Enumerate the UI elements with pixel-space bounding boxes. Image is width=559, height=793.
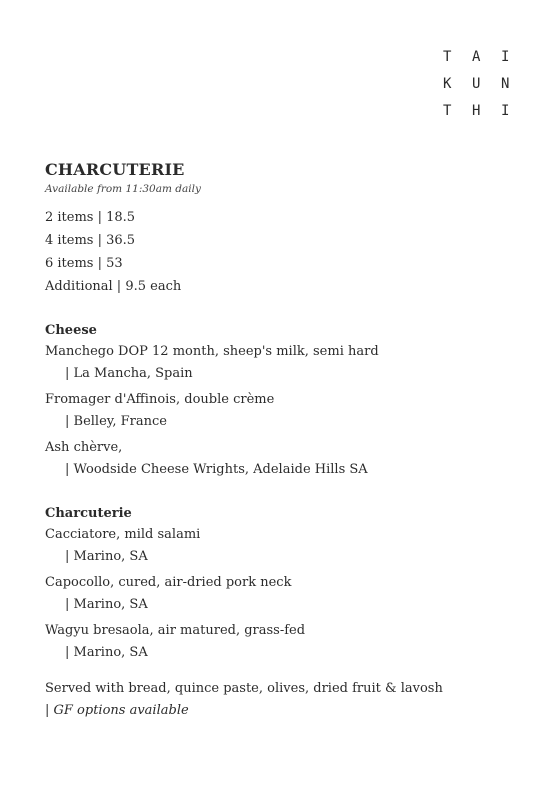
- item-origin: | La Mancha, Spain: [65, 366, 193, 381]
- logo-letter: K: [443, 76, 452, 92]
- price-list: [45, 206, 525, 298]
- served-with-text: Served with bread, quince paste, olives, dried fruit & lavosh: [45, 681, 443, 696]
- logo-letter: U: [472, 76, 481, 92]
- item-name: Manchego DOP 12 month, sheep's milk, semi hard: [45, 344, 379, 359]
- logo-letter: H: [472, 103, 481, 119]
- charcuterie-list: [45, 524, 525, 664]
- menu-item: [45, 389, 525, 433]
- item-name: Capocollo, cured, air-dried pork neck: [45, 575, 292, 590]
- logo-letter: N: [501, 76, 510, 92]
- item-name: Fromager d'Affinois, double crème: [45, 392, 275, 407]
- gf-note: [45, 700, 525, 722]
- logo-letter: T: [443, 103, 452, 119]
- item-name: Cacciatore, mild salami: [45, 527, 201, 542]
- menu-item: [45, 341, 525, 385]
- gf-options-text: GF options available: [53, 703, 189, 718]
- logo-letter: T: [443, 49, 452, 65]
- item-origin: | Marino, SA: [65, 597, 148, 612]
- menu-item: [45, 437, 525, 481]
- price-line: 6 items | 53: [45, 256, 123, 271]
- menu-item: [45, 572, 525, 616]
- item-origin: | Woodside Cheese Wrights, Adelaide Hills SA: [65, 462, 368, 477]
- item-name: Wagyu bresaola, air matured, grass-fed: [45, 623, 306, 638]
- gf-prefix: |: [45, 703, 54, 718]
- section-heading-cheese: Cheese: [45, 323, 97, 338]
- section-heading-charcuterie: Charcuterie: [45, 506, 132, 521]
- item-origin: | Marino, SA: [65, 549, 148, 564]
- logo-letter: A: [472, 49, 481, 65]
- menu-subtitle: Available from 11:30am daily: [45, 183, 201, 195]
- price-line: 4 items | 36.5: [45, 233, 136, 248]
- menu-title: CHARCUTERIE: [45, 160, 185, 179]
- menu-item: [45, 620, 525, 664]
- menu-content: [45, 159, 525, 722]
- price-line: Additional | 9.5 each: [45, 279, 182, 294]
- item-origin: | Belley, France: [65, 414, 167, 429]
- brand-logo: [443, 48, 530, 120]
- menu-item: [45, 524, 525, 568]
- item-origin: | Marino, SA: [65, 645, 148, 660]
- price-line: 2 items | 18.5: [45, 210, 136, 225]
- logo-letter: I: [501, 103, 510, 119]
- cheese-list: [45, 341, 525, 481]
- menu-footer: [45, 678, 525, 722]
- logo-letter: I: [501, 49, 510, 65]
- item-name: Ash chèrve,: [45, 440, 123, 455]
